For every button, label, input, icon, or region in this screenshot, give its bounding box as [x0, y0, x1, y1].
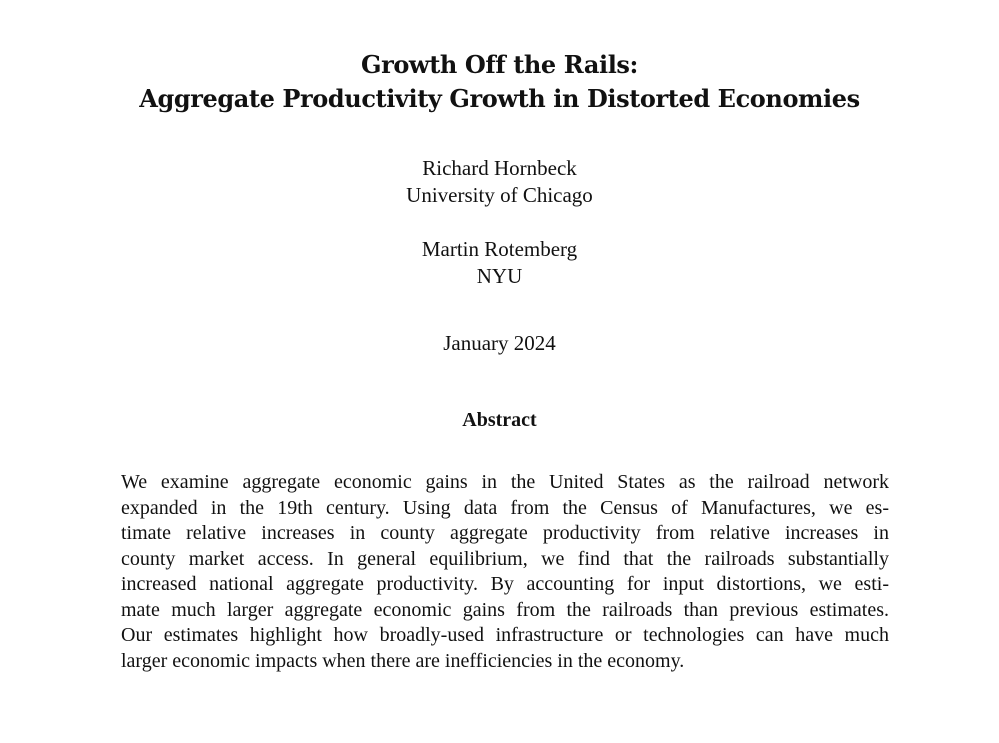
author-2-affiliation: NYU	[476, 264, 523, 288]
abstract-line: increased national aggregate productivity. By accounting for input distortions, we esti-	[121, 573, 889, 595]
abstract-line: timate relative increases in county aggregate productivity from relative increases in	[121, 522, 889, 544]
paper-date: January 2024	[443, 331, 556, 355]
abstract-line: expanded in the 19th century. Using data from the Census of Manufactures, we es-	[121, 496, 889, 519]
abstract-line: larger economic impacts when there are inefficiencies in the economy.	[121, 649, 685, 672]
abstract-line: county market access. In general equilibrium, we find that the railroads substantially	[121, 547, 889, 570]
abstract-line: mate much larger aggregate economic gains from the railroads than previous estimates.	[121, 598, 889, 621]
paper-title-line-1: Growth Off the Rails:	[360, 50, 639, 79]
author-1-affiliation: University of Chicago	[406, 183, 593, 207]
abstract-line: We examine aggregate economic gains in the United States as the railroad network	[121, 471, 889, 493]
author-1-name: Richard Hornbeck	[422, 156, 577, 180]
abstract-heading: Abstract	[462, 409, 537, 431]
paper-title-line-2: Aggregate Productivity Growth in Distorted Economies	[139, 84, 860, 113]
abstract-line: Our estimates highlight how broadly-used infrastructure or technologies can have much	[121, 624, 889, 646]
abstract-body	[121, 470, 889, 674]
author-2-name: Martin Rotemberg	[421, 237, 578, 261]
